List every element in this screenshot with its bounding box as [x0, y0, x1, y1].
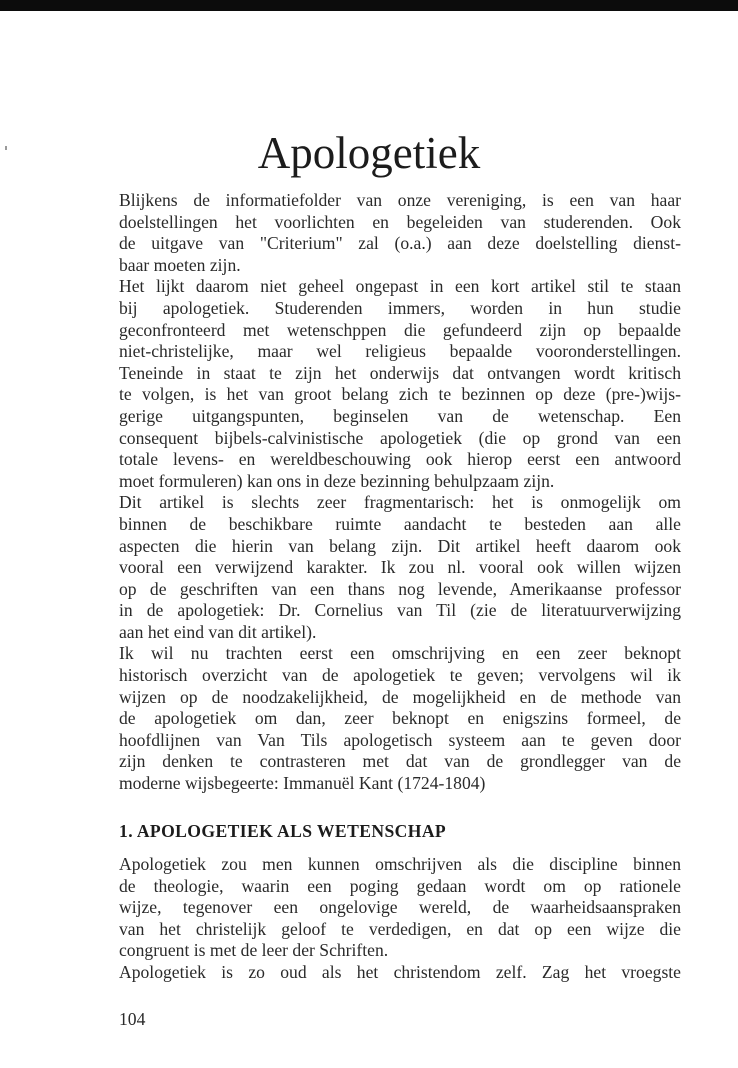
text-line: wijzen op de noodzakelijkheid, de mogelijkheid en de methode van	[119, 686, 681, 707]
page-number: 104	[119, 1009, 146, 1029]
text-line: in de apologetiek: Dr. Cornelius van Til (zie de literatuurverwijzing	[119, 600, 681, 621]
intro-text	[119, 190, 681, 795]
text-line: Ik wil nu trachten eerst een omschrijving en een zeer beknopt	[119, 643, 681, 664]
text-line: niet-christelijke, maar wel religieus bepaalde vooronderstellingen.	[119, 341, 681, 362]
text-line: gerige uitgangspunten, beginselen van de wetenschap. Een	[119, 405, 681, 426]
text-line: Apologetiek zou men kunnen omschrijven als die discipline binnen	[119, 854, 681, 874]
text-line: baar moeten zijn.	[119, 254, 241, 275]
text-line: op de geschriften van een thans nog levende, Amerikaanse professor	[119, 578, 681, 599]
text-line: moderne wijsbegeerte: Immanuël Kant (1724-1804)	[119, 773, 486, 794]
text-line: congruent is met de leer der Schriften.	[119, 940, 389, 961]
text-line: doelstellingen het voorlichten en begeleiden van studerenden. Ook	[119, 211, 681, 232]
text-line: te volgen, is het van groot belang zich te bezinnen op deze (pre-)wijs-	[119, 384, 681, 405]
page-title: Apologetiek	[257, 128, 481, 178]
text-line: bij apologetiek. Studerenden immers, worden in hun studie	[119, 297, 681, 318]
text-line: consequent bijbels-calvinistische apologetiek (die op grond van een	[119, 427, 681, 448]
text-line: hoofdlijnen van Van Tils apologetisch systeem aan te geven door	[119, 729, 681, 750]
section-heading: 1. APOLOGETIEK ALS WETENSCHAP	[119, 821, 447, 841]
text-line: de uitgave van "Criterium" zal (o.a.) aan deze doelstelling dienst-	[119, 233, 681, 254]
text-line: Het lijkt daarom niet geheel ongepast in een kort artikel stil te staan	[119, 276, 681, 297]
text-line: vooral een verwijzend karakter. Ik zou nl. vooral ook willen wijzen	[119, 557, 681, 578]
text-line: historisch overzicht van de apologetiek te geven; vervolgens wil ik	[119, 665, 681, 686]
text-line: Dit artikel is slechts zeer fragmentarisch: het is onmogelijk om	[119, 492, 681, 513]
text-line: de theologie, waarin een poging gedaan wordt om op rationele	[119, 875, 681, 896]
text-line: Apologetiek is zo oud als het christendom zelf. Zag het vroegste	[119, 961, 681, 982]
text-line: de apologetiek om dan, zeer beknopt en enigszins formeel, de	[119, 708, 681, 729]
text-line: totale levens- en wereldbeschouwing ook hierop eerst een antwoord	[119, 449, 681, 470]
text-line: geconfronteerd met wetenschppen die gefundeerd zijn op bepaalde	[119, 319, 681, 340]
text-line: zijn denken te contrasteren met dat van de grondlegger van de	[119, 751, 681, 772]
text-line: Teneinde in staat te zijn het onderwijs dat ontvangen wordt kritisch	[119, 362, 681, 383]
text-line: moet formuleren) kan ons in deze bezinning behulpzaam zijn.	[119, 470, 555, 491]
text-line: van het christelijk geloof te verdedigen, en dat op een wijze die	[119, 918, 681, 939]
text-line: binnen de beschikbare ruimte aandacht te besteden aan alle	[119, 513, 681, 534]
text-line: Blijkens de informatiefolder van onze vereniging, is een van haar	[119, 190, 681, 210]
text-line: wijze, tegenover een ongelovige wereld, de waarheidsaanspraken	[119, 897, 681, 918]
top-scan-border	[0, 0, 738, 11]
text-line: aspecten die hierin van belang zijn. Dit artikel heeft daarom ook	[119, 535, 681, 556]
section-1-text	[119, 854, 681, 984]
text-line: aan het eind van dit artikel).	[119, 621, 317, 642]
